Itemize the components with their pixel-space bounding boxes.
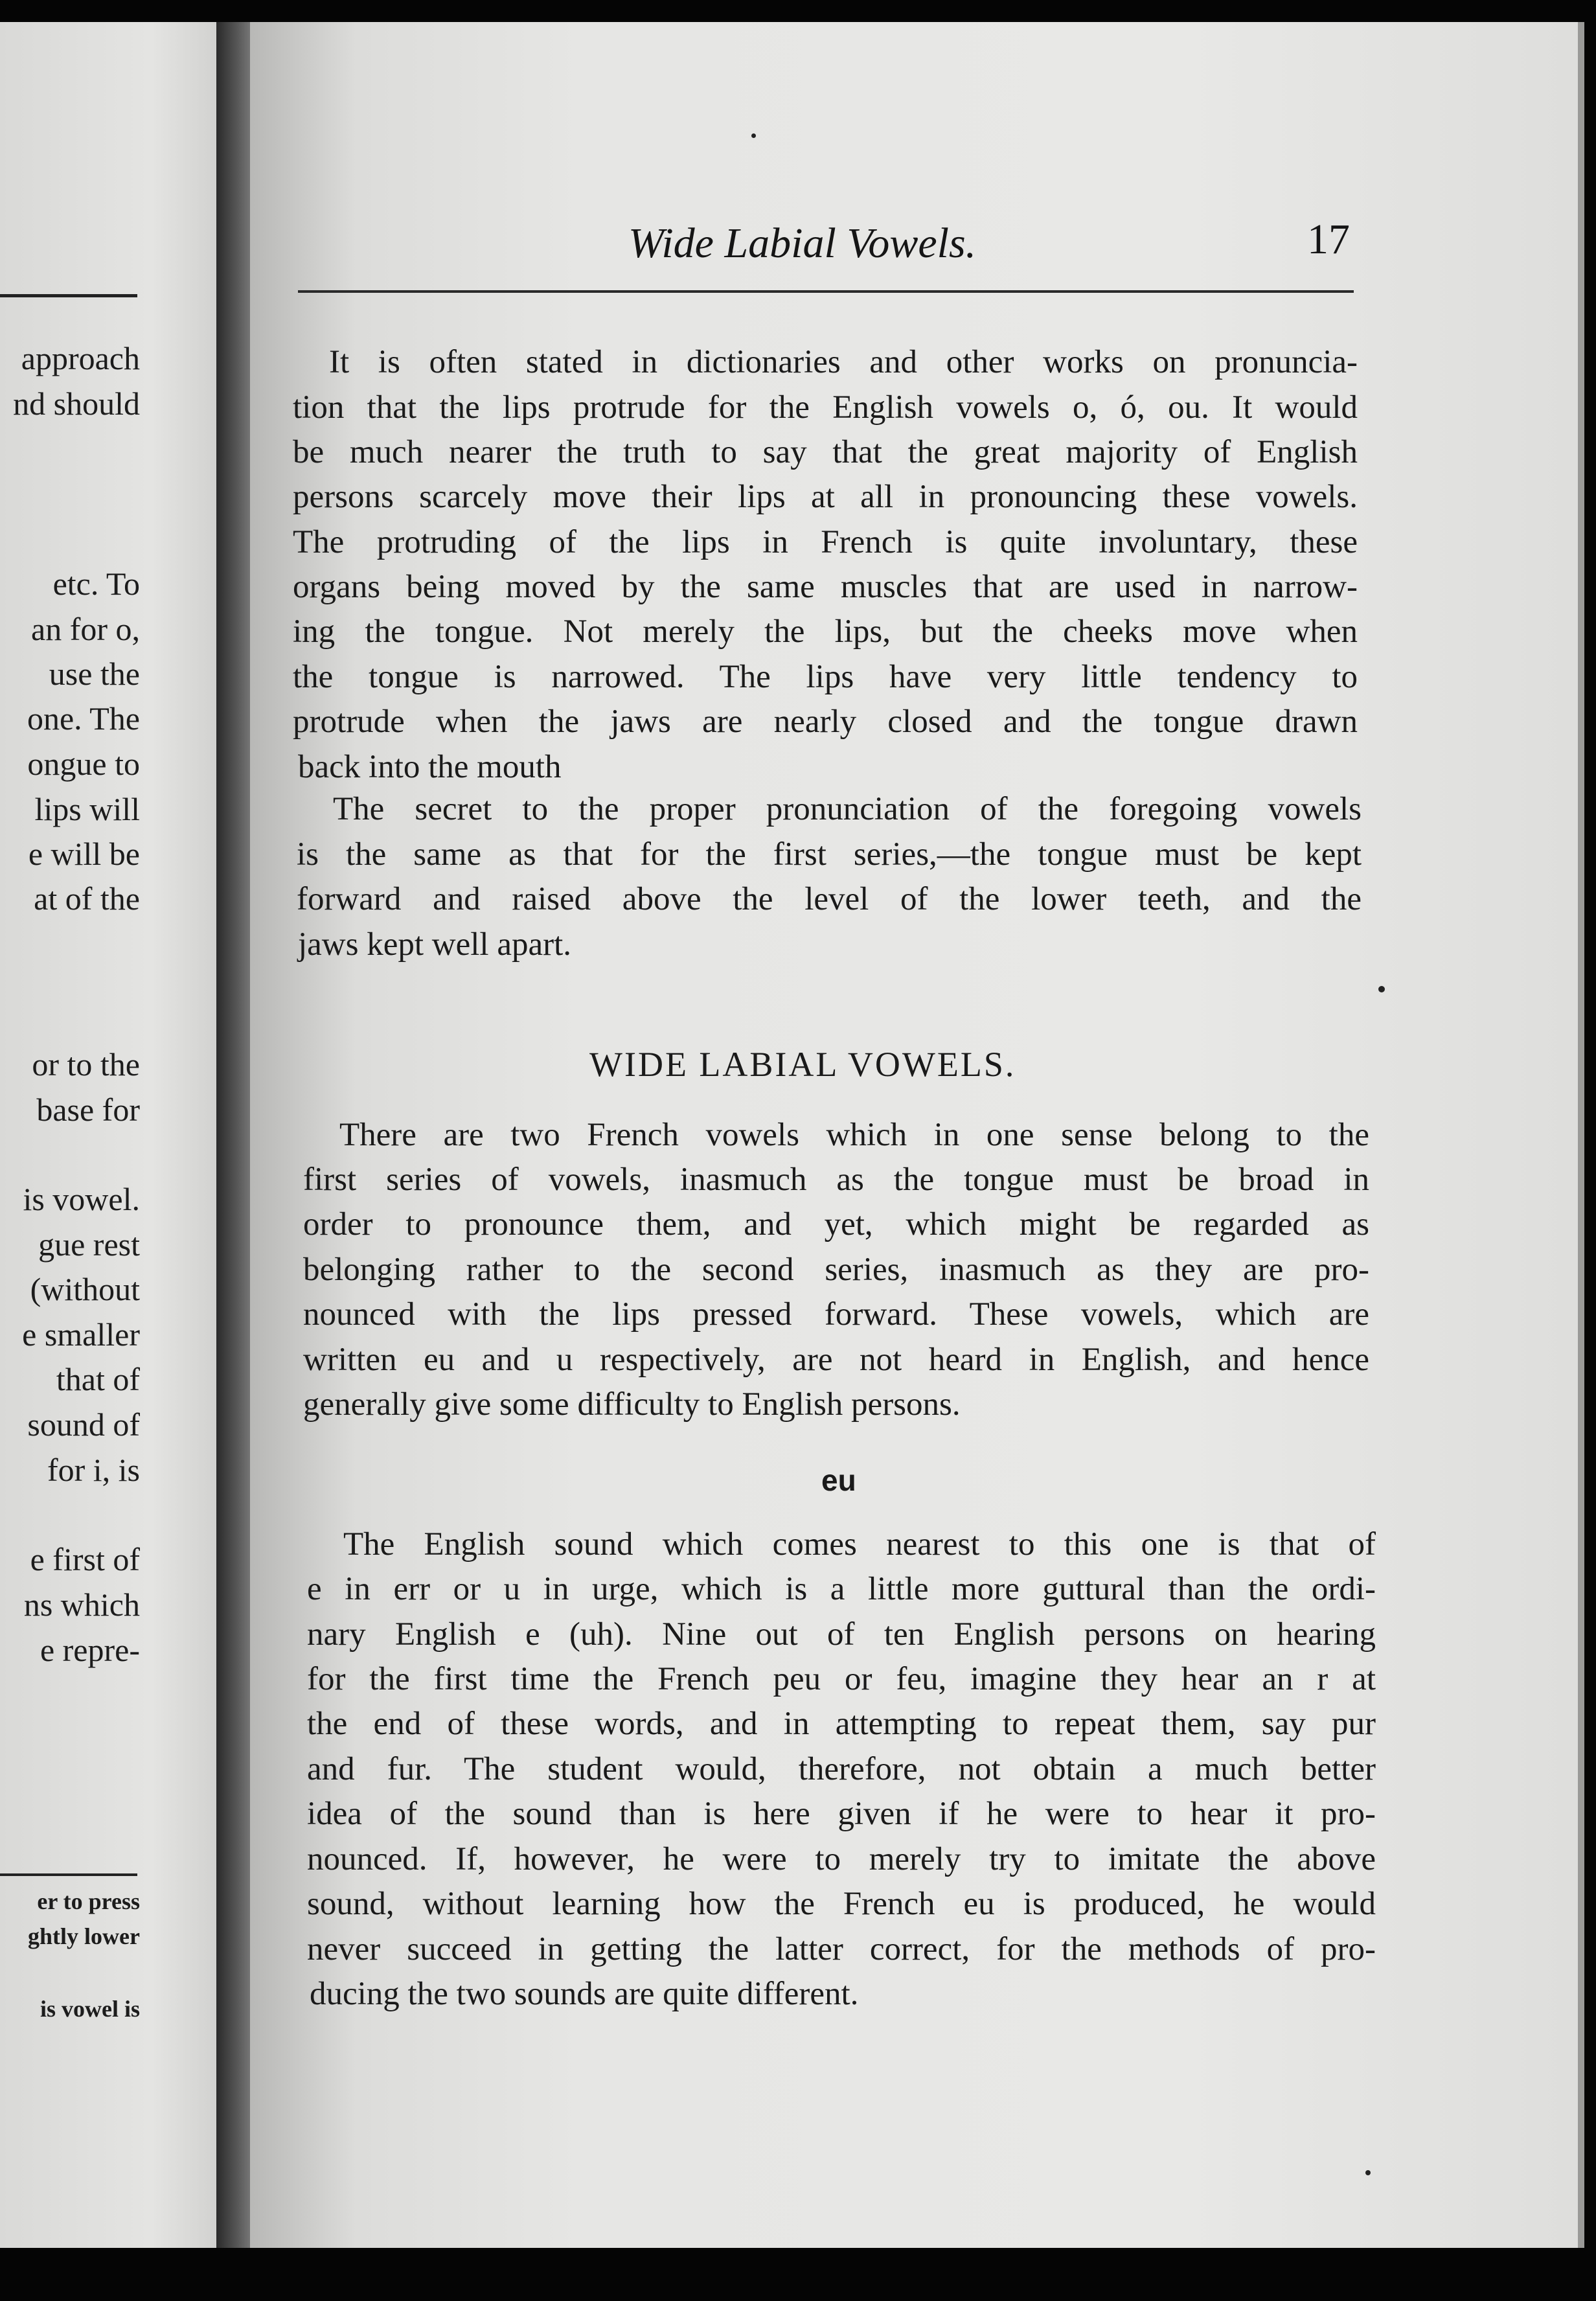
para4-line: ducing the two sounds are quite different. xyxy=(310,1976,859,2012)
para2-line: is the same as that for the first series,—the tongue must be kept xyxy=(297,836,1362,873)
running-head: Wide Labial Vowels. xyxy=(628,220,977,267)
left-line: e first of xyxy=(30,1541,140,1577)
left-line: or to the xyxy=(32,1046,140,1082)
left-footnote-line: is vowel is xyxy=(40,1996,140,2022)
para3-line: order to pronounce them, and yet, which might be regarded as xyxy=(303,1206,1369,1242)
left-line: sound of xyxy=(27,1406,140,1443)
left-line: nd should xyxy=(13,385,140,422)
para4-line: and fur. The student would, therefore, not obtain a much better xyxy=(307,1751,1376,1787)
left-line: gue rest xyxy=(38,1226,140,1263)
para3-line: first series of vowels, inasmuch as the tongue must be broad in xyxy=(303,1162,1369,1198)
para4-line: The English sound which comes nearest to this one is that of xyxy=(343,1526,1376,1563)
left-line: is vowel. xyxy=(23,1181,140,1217)
header-rule xyxy=(298,290,1354,293)
para1-line: persons scarcely move their lips at all in pronouncing these vowels. xyxy=(293,479,1358,515)
para1-line: The protruding of the lips in French is quite involuntary, these xyxy=(293,524,1358,560)
para2-line: jaws kept well apart. xyxy=(298,926,572,963)
para3-line: There are two French vowels which in one sense belong to the xyxy=(339,1117,1369,1153)
left-line: ns which xyxy=(23,1586,140,1623)
para1-line: back into the mouth xyxy=(298,749,562,785)
para3-line: nounced with the lips pressed forward. These vowels, which are xyxy=(303,1296,1369,1333)
left-line: at of the xyxy=(34,880,140,917)
para3-line: generally give some difficulty to English persons. xyxy=(303,1386,961,1423)
para2-line: The secret to the proper pronunciation of the foregoing vowels xyxy=(333,791,1362,827)
para3-line: written eu and u respectively, are not heard in English, and hence xyxy=(303,1342,1369,1378)
sub-heading: eu xyxy=(821,1463,856,1497)
para1-line: It is often stated in dictionaries and other works on pronuncia- xyxy=(329,344,1358,380)
para4-line: for the first time the French peu or feu, imagine they hear an r at xyxy=(307,1661,1376,1697)
para3-line: belonging rather to the second series, inasmuch as they are pro- xyxy=(303,1252,1369,1288)
left-line: base for xyxy=(36,1092,140,1128)
left-page-rule xyxy=(0,294,137,297)
para4-line: the end of these words, and in attempting to repeat them, say pur xyxy=(307,1706,1376,1742)
left-line: one. The xyxy=(27,700,140,737)
left-footnote-line: er to press xyxy=(37,1888,140,1914)
section-heading: WIDE LABIAL VOWELS. xyxy=(589,1045,1016,1084)
left-footnote-rule xyxy=(0,1873,137,1876)
left-line: use the xyxy=(49,656,140,692)
para4-line: e in err or u in urge, which is a little more guttural than the ordi- xyxy=(307,1571,1376,1607)
para4-line: sound, without learning how the French eu is produced, he would xyxy=(307,1886,1376,1922)
para1-line: be much nearer the truth to say that the great majority of English xyxy=(293,434,1358,470)
left-line: an for o, xyxy=(31,611,140,647)
para4-line: idea of the sound than is here given if he were to hear it pro- xyxy=(307,1796,1376,1832)
left-line: lips will xyxy=(34,791,140,827)
left-line: that of xyxy=(56,1361,140,1397)
para1-line: the tongue is narrowed. The lips have very little tendency to xyxy=(293,659,1358,695)
page-number: 17 xyxy=(1307,216,1350,263)
left-line: (without xyxy=(30,1271,140,1307)
para4-line: nounced. If, however, he were to merely try to imitate the above xyxy=(307,1841,1376,1877)
para4-line: nary English e (uh). Nine out of ten English persons on hearing xyxy=(307,1616,1376,1653)
left-line: for i, is xyxy=(47,1452,140,1488)
para4-line: never succeed in getting the latter correct, for the methods of pro- xyxy=(307,1931,1376,1967)
para1-line: ing the tongue. Not merely the lips, but the cheeks move when xyxy=(293,613,1358,650)
left-line: e smaller xyxy=(22,1316,140,1353)
para2-line: forward and raised above the level of the lower teeth, and the xyxy=(297,881,1362,917)
ink-speck xyxy=(1365,2170,1371,2175)
ink-speck xyxy=(1378,986,1385,992)
left-line: approach xyxy=(21,340,140,376)
para1-line: protrude when the jaws are nearly closed and the tongue drawn xyxy=(293,704,1358,740)
left-line: e will be xyxy=(28,836,140,872)
left-footnote-line: ghtly lower xyxy=(28,1923,140,1949)
para1-line: organs being moved by the same muscles that are used in narrow- xyxy=(293,569,1358,605)
left-line: e repre- xyxy=(40,1632,140,1668)
left-line: ongue to xyxy=(27,746,140,782)
ink-speck xyxy=(751,133,756,138)
left-line: etc. To xyxy=(52,566,140,602)
para1-line: tion that the lips protrude for the English vowels o, ó, ou. It would xyxy=(293,389,1358,426)
previous-page-fragment xyxy=(0,22,216,2248)
